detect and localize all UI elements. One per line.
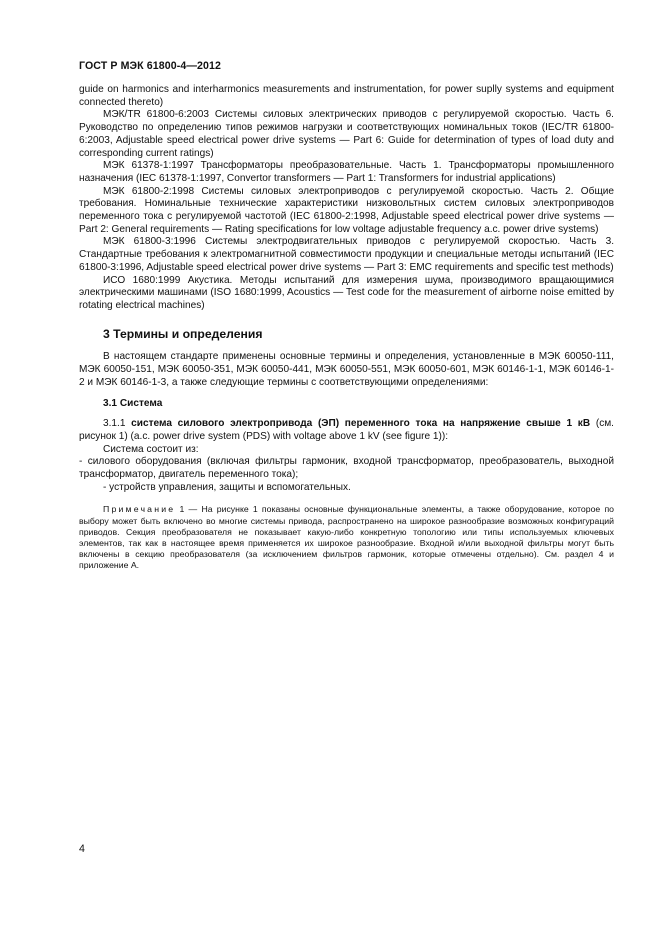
note-number: 1 — <box>175 504 202 515</box>
section-intro: В настоящем стандарте применены основные термины и определения, установленные в МЭК 60050-111, МЭК 60050-151, МЭК 60050-351, МЭК 60050-441, МЭК 60050-551, МЭК 60050-601, МЭК 60146-1-1, МЭК 60146-1-2 и МЭК 60146-1-3, а также следующие термины с соответствующими определениями: <box>79 351 614 388</box>
reference-paragraph: МЭК 61800-2:1998 Системы силовых электроприводов с регулируемой скоростью. Часть 2. Общие требования. Номинальные технические характеристики низковольтных систем силовых электроприводов переменного тока с регулируемой частотой (IEC 61800-2:1998, Adjustable speed electrical power drive systems — Part 2: General requirements — Rating specifications for low voltage adjustable frequency a.c. power drive systems) <box>79 185 614 235</box>
document-body <box>79 84 614 572</box>
reference-paragraph: ИСО 1680:1999 Акустика. Методы испытаний для измерения шума, производимого вращающимися электрическими машинами (ISO 1680:1999, Acoustics — Test code for the measurement of airborne noise emitted by rotating electrical machines) <box>79 274 614 311</box>
list-item <box>79 482 614 495</box>
note-block <box>79 504 614 571</box>
reference-paragraph: МЭК/TR 61800-6:2003 Системы силовых электрических приводов с регулируемой скоростью. Часть 6. Руководство по определению типов режимов нагрузки и соответствующих номинальных токов (IEC/TR 61800-6:2003, Adjustable speed electrical power drive systems — Part 6: Guide for determination of types of load duty and corresponding current ratings) <box>79 109 614 159</box>
list-dash: - <box>79 456 83 468</box>
list-text: силового оборудования (включая фильтры гармоник, входной трансформатор, преобразователь, выходной трансформатор, двигатель переменного тока); <box>79 456 614 480</box>
note-text: На рисунке 1 показаны основные функциональные элементы, а также оборудование, которое по выбору может быть включено во многие системы привода, распространено на широкое разнообразие возможных конфигураций приводов. Секция преобразователя не показывает какую-либо конкретную топологию или типы используемых ключевых элементов, так как в настоящее время применяется их широкое разнообразие. Входной и/или выходной фильтры могут быть включены в секцию преобразователя (за исключением фильтров гармоник, которые отмечены отдельно). См. раздел 4 и приложение А. <box>79 504 614 571</box>
reference-paragraph: guide on harmonics and interharmonics measurements and instrumentation, for power suplly systems and equipment connected thereto) <box>79 84 614 108</box>
list-text: устройств управления, защиты и вспомогательных. <box>106 481 351 493</box>
reference-paragraph: МЭК 61378-1:1997 Трансформаторы преобразовательные. Часть 1. Трансформаторы промышленного назначения (IEC 61378-1:1997, Convertor transformers — Part 1: Transformers for industrial applications) <box>79 160 614 184</box>
term-rest: (см. рисунок 1) (a.c. power drive system (PDS) with voltage above 1 kV (see figure 1)): <box>79 418 614 442</box>
term-name: система силового электропривода (ЭП) переменного тока на напряжение свыше 1 кВ <box>131 418 591 430</box>
document-header: ГОСТ Р МЭК 61800-4—2012 <box>79 60 222 72</box>
list-item <box>79 456 614 481</box>
section-heading: 3 Термины и определения <box>103 326 263 341</box>
note-paragraph <box>79 504 614 571</box>
note-label: Примечание <box>103 504 176 515</box>
list-dash: - <box>103 481 107 493</box>
item-number: 3.1.1 <box>103 418 132 430</box>
reference-paragraph: МЭК 61800-3:1996 Системы электродвигательных приводов с регулируемой скоростью. Часть 3. Стандартные требования к электромагнитной совместимости продукции и специальные методы испытаний (IEC 61800-3:1996, Adjustable speed electrical power drive systems — Part 3: EMC requirements and specific test methods) <box>79 236 614 273</box>
term-definition <box>79 418 614 443</box>
subsection-heading: 3.1 Система <box>103 398 163 410</box>
page-number: 4 <box>79 843 85 855</box>
consists-line: Система состоит из: <box>103 443 199 455</box>
